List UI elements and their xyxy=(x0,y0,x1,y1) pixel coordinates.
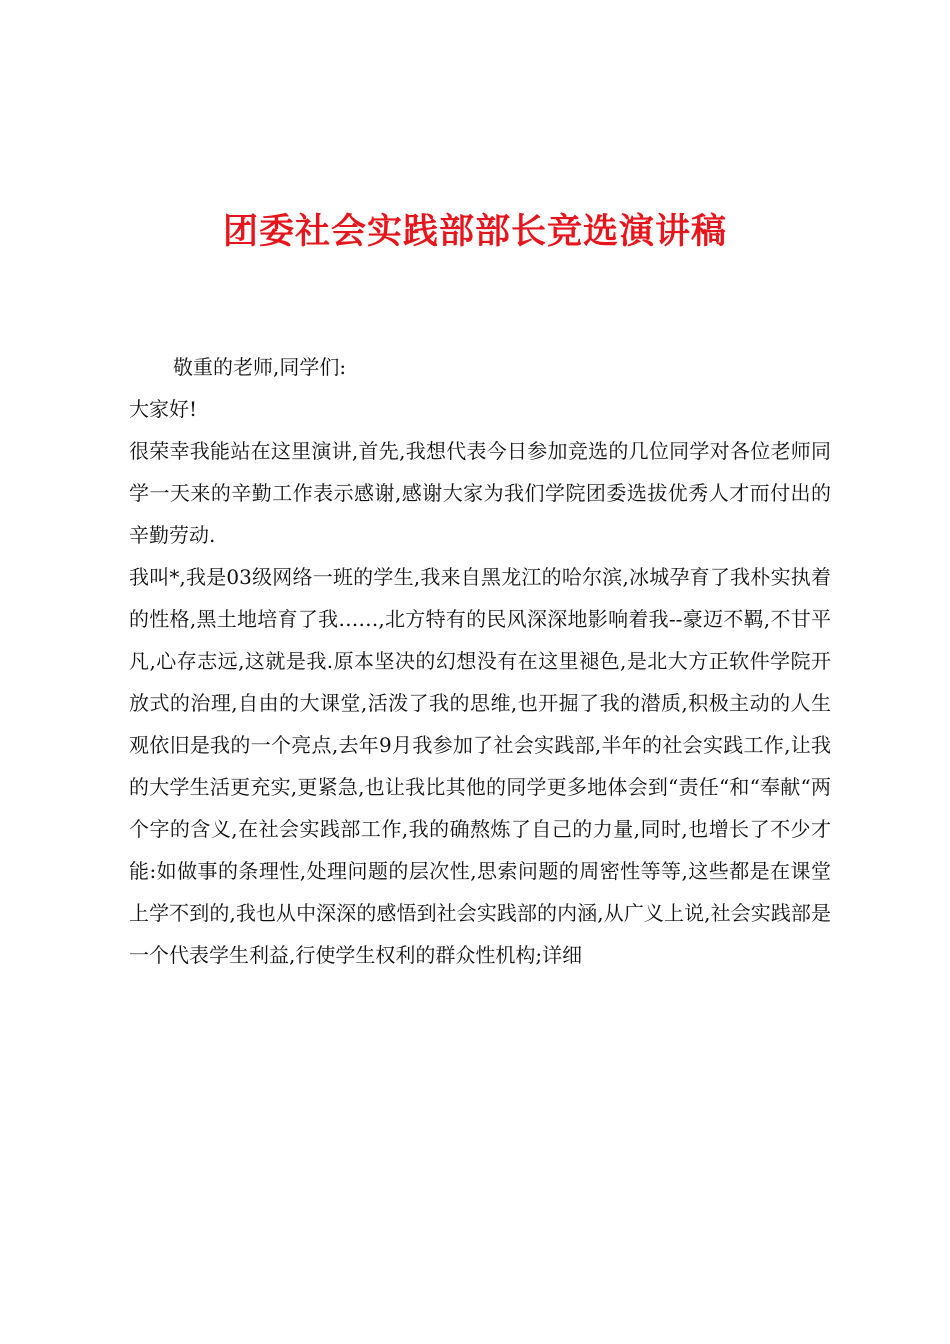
thanks-paragraph: 很荣幸我能站在这里演讲,首先,我想代表今日参加竞选的几位同学对各位老师同学一天来的辛勤工作表示感谢,感谢大家为我们学院团委选拔优秀人才而付出的辛勤劳动. xyxy=(129,439,831,547)
document-title: 团委社会实践部部长竞选演讲稿 xyxy=(222,211,727,252)
greeting-paragraph: 大家好! xyxy=(129,397,198,421)
self-introduction-paragraph: 我叫*,我是03级网络一班的学生,我来自黑龙江的哈尔滨,冰城孕育了我朴实执着的性格,黑土地培育了我……,北方特有的民风深深地影响着我--豪迈不羁,不甘平凡,心存志远,这就是我.原本坚决的幻想没有在这里褪色,是北大方正软件学院开放式的治理,自由的大课堂,活泼了我的思维,也开掘了我的潜质,积极主动的人生观依旧是我的一个亮点,去年9月我参加了社会实践部,半年的社会实践工作,让我的大学生活更充实,更紧急,也让我比其他的同学更多地体会到“责任“和“奉献“两个字的含义,在社会实践部工作,我的确熬炼了自己的力量,同时,也增长了不少才能:如做事的条理性,处理问题的层次性,思索问题的周密性等等,这些都是在课堂上学不到的,我也从中深深的感悟到社会实践部的内涵,从广义上说,社会实践部是一个代表学生利益,行使学生权利的群众性机构;详细 xyxy=(129,565,831,967)
salutation-paragraph: 敬重的老师,同学们: xyxy=(173,355,347,379)
document-body xyxy=(129,346,831,976)
